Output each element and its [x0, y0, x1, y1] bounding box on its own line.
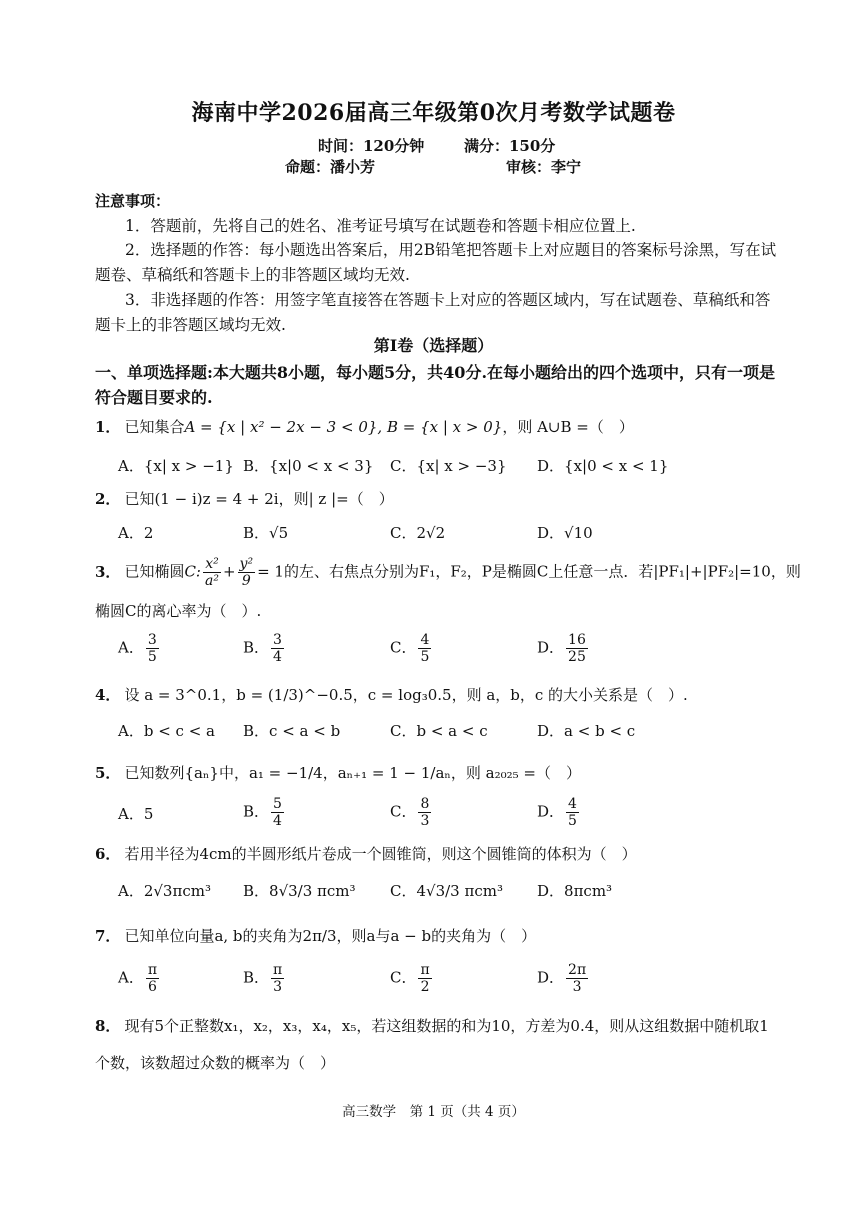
q4-option-a: A．b < c < a: [118, 722, 215, 740]
q4-option-c: C．b < a < c: [390, 722, 488, 740]
question-4: 4． 设 a = 3^0.1，b = (1/3)^−0.5，c = log₃0.5，则 a，b，c 的大小关系是（ ）.: [95, 686, 688, 704]
q1-option-d: D．{x|0 < x < 1}: [537, 457, 669, 475]
time-limit: 时间：120分钟: [318, 137, 425, 155]
question-7: 7． 已知单位向量a, b的夹角为2π/3，则a与a − b的夹角为（ ）: [95, 927, 537, 945]
full-score: 满分：150分: [464, 137, 556, 155]
q4-option-d: D．a < b < c: [537, 722, 636, 740]
q2-option-a: A．2: [118, 524, 154, 542]
part1-heading: 第Ⅰ卷（选择题）: [373, 336, 494, 355]
page-footer: 高三数学 第 1 页（共 4 页）: [342, 1104, 525, 1120]
q6-option-a: A．2√3πcm³: [118, 882, 211, 900]
question-6: 6． 若用半径为4cm的半圆形纸片卷成一个圆锥筒，则这个圆锥筒的体积为（ ）: [95, 845, 637, 863]
reviewer: 审核：李宁: [506, 158, 582, 176]
exam-title: 海南中学2026届高三年级第0次月考数学试题卷: [191, 100, 676, 126]
q1-option-a: A．{x| x > −1}: [118, 457, 234, 475]
q2-option-c: C．2√2: [390, 524, 446, 542]
question-8: 8． 现有5个正整数x₁，x₂，x₃，x₄，x₅，若这组数据的和为10，方差为0.4，则从这组数据中随机取1: [95, 1017, 769, 1035]
q3-option-c: C． $\frac{4}{5}$: [390, 632, 430, 665]
question-3: 3． 已知椭圆C: $\frac{\text{x²}}{\text{a²}}$ + $\frac{\text{y²}}{9}$ = 1的左、右焦点分别为F₁，F₂，P是椭圆C上任意一点．若|PF₁|+|PF₂|=10，则: [95, 556, 801, 589]
q5-option-a: A．5: [118, 805, 154, 823]
q3-option-b: B． $\frac{3}{4}$: [243, 632, 282, 665]
notice-item-2: 2．选择题的作答：每小题选出答案后，用2B铅笔把答题卡上对应题目的答案标号涂黑，写在试题卷、草稿纸和答题卡上的非答题区域均无效.: [95, 241, 777, 284]
notice-heading: 注意事项：: [95, 192, 171, 210]
author: 命题：潘小芳: [285, 158, 376, 176]
ellipse-x-term: $\frac{\text{x²}}{\text{a²}}$: [204, 556, 219, 589]
question-2: 2． 已知(1 − i)z = 4 + 2i，则| z |=（ ）: [95, 490, 394, 508]
question-8-line-2: 个数，该数超过众数的概率为（ ）: [95, 1054, 336, 1072]
q6-option-d: D．8πcm³: [537, 882, 613, 900]
notice-item-3: 3．非选择题的作答：用签字笔直接答在答题卡上对应的答题区域内，写在试题卷、草稿纸和答题卡上的非答题区域均无效.: [95, 291, 771, 334]
question-5: 5． 已知数列{aₙ}中，a₁ = −1/4，aₙ₊₁ = 1 − 1/aₙ，则 a₂₀₂₅ =（ ）: [95, 764, 581, 782]
q7-option-b: B． $\frac{\pi}{3}$: [243, 962, 283, 995]
q7-option-a: A． $\frac{\pi}{6}$: [118, 962, 158, 995]
q6-option-b: B．8√3/3 πcm³: [243, 882, 356, 900]
q6-option-c: C．4√3/3 πcm³: [390, 882, 503, 900]
q7-option-c: C． $\frac{\pi}{2}$: [390, 962, 430, 995]
q1-option-c: C．{x| x > −3}: [390, 457, 507, 475]
section-instructions: 一、单项选择题:本大题共8小题，每小题5分，共40分.在每小题给出的四个选项中，只有一项是符合题目要求的.: [95, 363, 776, 407]
q4-option-b: B．c < a < b: [243, 722, 341, 740]
q3-option-d: D． $\frac{16}{25}$: [537, 632, 586, 665]
q5-option-c: C． $\frac{8}{3}$: [390, 796, 430, 829]
question-3-line-2: 椭圆C的离心率为（ ）.: [95, 602, 262, 620]
question-1: 1． 已知集合A = {x | x² − 2x − 3 < 0}, B = {x | x > 0}，则 A∪B =（ ）: [95, 418, 634, 436]
q2-option-d: D．√10: [537, 524, 593, 542]
q1-option-b: B．{x|0 < x < 3}: [243, 457, 374, 475]
ellipse-y-term: $\frac{\text{y²}}{9}$: [239, 556, 254, 589]
q5-option-b: B． $\frac{5}{4}$: [243, 796, 282, 829]
q5-option-d: D． $\frac{4}{5}$: [537, 796, 577, 829]
q3-option-a: A． $\frac{3}{5}$: [118, 632, 157, 665]
notice-item-1: 1．答题前，先将自己的姓名、准考证号填写在试题卷和答题卡相应位置上.: [125, 217, 636, 235]
q7-option-d: D． $\frac{2\pi}{3}$: [537, 962, 587, 995]
q2-option-b: B．√5: [243, 524, 289, 542]
